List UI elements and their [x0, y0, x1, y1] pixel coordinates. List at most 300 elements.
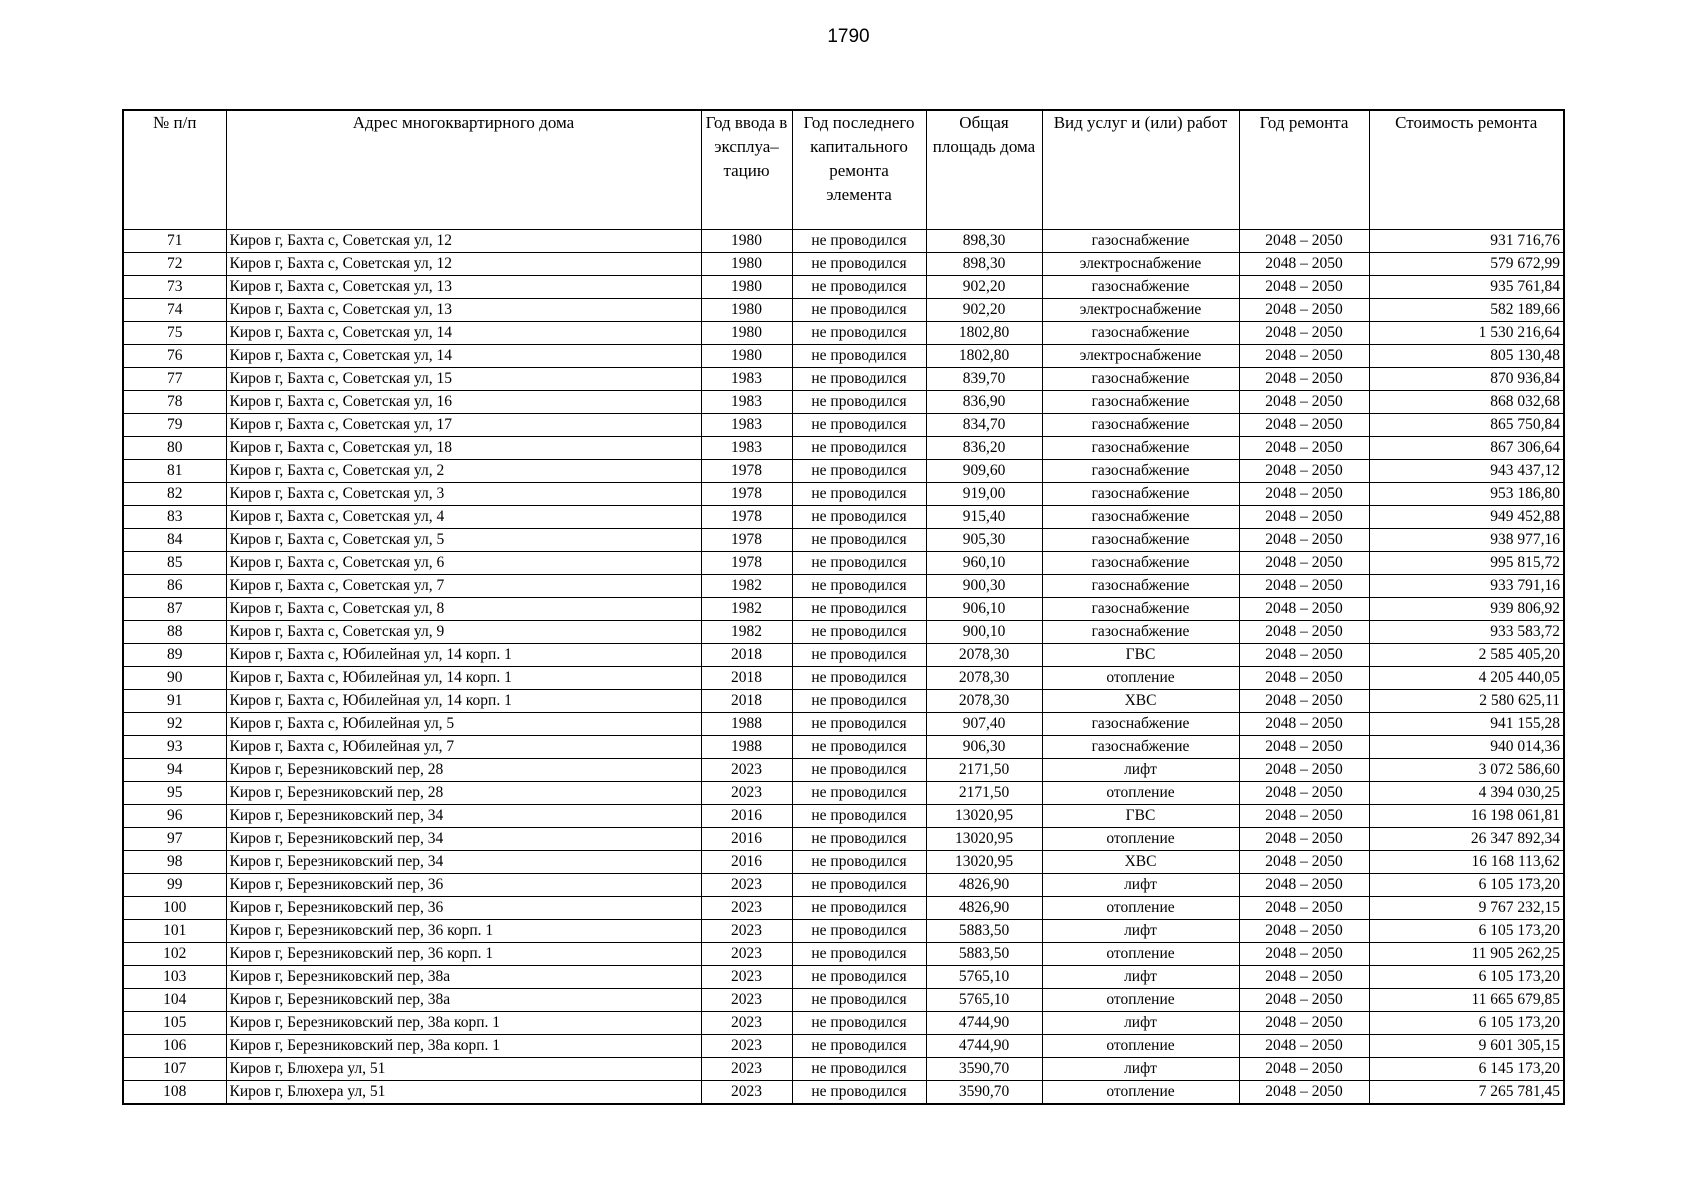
row-work-type: газоснабжение	[1042, 505, 1239, 528]
row-last-repair: не проводился	[792, 528, 926, 551]
row-number: 107	[123, 1057, 226, 1080]
row-repair-period: 2048 – 2050	[1239, 689, 1369, 712]
row-address: Киров г, Березниковский пер, 34	[226, 804, 701, 827]
row-number: 76	[123, 344, 226, 367]
row-cost: 16 168 113,62	[1369, 850, 1564, 873]
row-year-built: 1982	[701, 574, 792, 597]
table-row	[123, 1080, 1564, 1104]
row-repair-period: 2048 – 2050	[1239, 850, 1369, 873]
row-repair-period: 2048 – 2050	[1239, 574, 1369, 597]
header-cost: Стоимость ремонта	[1369, 110, 1564, 229]
row-address: Киров г, Бахта с, Советская ул, 12	[226, 252, 701, 275]
row-area: 1802,80	[926, 344, 1042, 367]
row-repair-period: 2048 – 2050	[1239, 988, 1369, 1011]
row-work-type: газоснабжение	[1042, 436, 1239, 459]
row-number: 92	[123, 712, 226, 735]
table-row	[123, 482, 1564, 505]
row-number: 95	[123, 781, 226, 804]
row-number: 104	[123, 988, 226, 1011]
row-repair-period: 2048 – 2050	[1239, 965, 1369, 988]
table-row	[123, 873, 1564, 896]
row-work-type: ГВС	[1042, 643, 1239, 666]
row-last-repair: не проводился	[792, 252, 926, 275]
row-address: Киров г, Бахта с, Советская ул, 5	[226, 528, 701, 551]
row-year-built: 1978	[701, 505, 792, 528]
row-year-built: 1983	[701, 390, 792, 413]
row-cost: 6 145 173,20	[1369, 1057, 1564, 1080]
row-last-repair: не проводился	[792, 965, 926, 988]
row-cost: 6 105 173,20	[1369, 919, 1564, 942]
row-repair-period: 2048 – 2050	[1239, 758, 1369, 781]
row-number: 78	[123, 390, 226, 413]
row-last-repair: не проводился	[792, 735, 926, 758]
table-row	[123, 298, 1564, 321]
table-row	[123, 712, 1564, 735]
row-number: 71	[123, 229, 226, 252]
row-repair-period: 2048 – 2050	[1239, 919, 1369, 942]
row-address: Киров г, Березниковский пер, 34	[226, 850, 701, 873]
table-row	[123, 436, 1564, 459]
row-year-built: 2016	[701, 804, 792, 827]
row-work-type: газоснабжение	[1042, 620, 1239, 643]
row-work-type: газоснабжение	[1042, 321, 1239, 344]
row-area: 919,00	[926, 482, 1042, 505]
row-cost: 4 205 440,05	[1369, 666, 1564, 689]
row-last-repair: не проводился	[792, 229, 926, 252]
row-year-built: 2023	[701, 919, 792, 942]
row-repair-period: 2048 – 2050	[1239, 229, 1369, 252]
row-area: 4826,90	[926, 873, 1042, 896]
row-year-built: 2018	[701, 689, 792, 712]
table-row	[123, 367, 1564, 390]
row-address: Киров г, Березниковский пер, 34	[226, 827, 701, 850]
row-last-repair: не проводился	[792, 459, 926, 482]
row-year-built: 1978	[701, 528, 792, 551]
table-row	[123, 689, 1564, 712]
repair-register-table	[122, 109, 1565, 1105]
row-last-repair: не проводился	[792, 1034, 926, 1057]
row-cost: 931 716,76	[1369, 229, 1564, 252]
row-cost: 2 585 405,20	[1369, 643, 1564, 666]
row-area: 3590,70	[926, 1057, 1042, 1080]
row-number: 74	[123, 298, 226, 321]
row-cost: 941 155,28	[1369, 712, 1564, 735]
row-last-repair: не проводился	[792, 413, 926, 436]
row-last-repair: не проводился	[792, 689, 926, 712]
row-number: 88	[123, 620, 226, 643]
row-last-repair: не проводился	[792, 758, 926, 781]
row-area: 902,20	[926, 275, 1042, 298]
row-address: Киров г, Бахта с, Советская ул, 8	[226, 597, 701, 620]
row-work-type: лифт	[1042, 758, 1239, 781]
row-repair-period: 2048 – 2050	[1239, 252, 1369, 275]
row-area: 839,70	[926, 367, 1042, 390]
row-area: 960,10	[926, 551, 1042, 574]
row-number: 105	[123, 1011, 226, 1034]
row-last-repair: не проводился	[792, 804, 926, 827]
row-year-built: 1980	[701, 252, 792, 275]
row-last-repair: не проводился	[792, 1080, 926, 1104]
row-number: 106	[123, 1034, 226, 1057]
row-last-repair: не проводился	[792, 551, 926, 574]
row-year-built: 2023	[701, 942, 792, 965]
row-year-built: 2016	[701, 850, 792, 873]
row-last-repair: не проводился	[792, 781, 926, 804]
row-area: 13020,95	[926, 827, 1042, 850]
row-number: 79	[123, 413, 226, 436]
row-area: 13020,95	[926, 804, 1042, 827]
row-cost: 4 394 030,25	[1369, 781, 1564, 804]
row-work-type: газоснабжение	[1042, 459, 1239, 482]
row-work-type: газоснабжение	[1042, 551, 1239, 574]
table-row	[123, 1057, 1564, 1080]
row-repair-period: 2048 – 2050	[1239, 321, 1369, 344]
row-number: 81	[123, 459, 226, 482]
row-work-type: ХВС	[1042, 850, 1239, 873]
row-address: Киров г, Бахта с, Советская ул, 4	[226, 505, 701, 528]
row-cost: 9 767 232,15	[1369, 896, 1564, 919]
row-cost: 6 105 173,20	[1369, 965, 1564, 988]
row-work-type: газоснабжение	[1042, 275, 1239, 298]
row-year-built: 1980	[701, 344, 792, 367]
row-year-built: 2023	[701, 965, 792, 988]
table-row	[123, 1034, 1564, 1057]
row-work-type: отопление	[1042, 666, 1239, 689]
table-row	[123, 413, 1564, 436]
row-work-type: электроснабжение	[1042, 298, 1239, 321]
row-year-built: 2023	[701, 1057, 792, 1080]
table-row	[123, 919, 1564, 942]
header-num: № п/п	[123, 110, 226, 229]
row-area: 5765,10	[926, 988, 1042, 1011]
row-address: Киров г, Бахта с, Советская ул, 6	[226, 551, 701, 574]
row-year-built: 2023	[701, 873, 792, 896]
row-year-built: 2016	[701, 827, 792, 850]
row-year-built: 1982	[701, 597, 792, 620]
table-row	[123, 896, 1564, 919]
row-cost: 939 806,92	[1369, 597, 1564, 620]
row-last-repair: не проводился	[792, 1057, 926, 1080]
row-number: 98	[123, 850, 226, 873]
row-cost: 11 905 262,25	[1369, 942, 1564, 965]
row-year-built: 2023	[701, 1080, 792, 1104]
row-area: 4744,90	[926, 1034, 1042, 1057]
row-year-built: 2023	[701, 781, 792, 804]
table-row	[123, 344, 1564, 367]
header-work: Вид услуг и (или) работ	[1042, 110, 1239, 229]
row-area: 915,40	[926, 505, 1042, 528]
row-cost: 940 014,36	[1369, 735, 1564, 758]
table-row	[123, 597, 1564, 620]
row-year-built: 2023	[701, 896, 792, 919]
row-cost: 9 601 305,15	[1369, 1034, 1564, 1057]
row-last-repair: не проводился	[792, 873, 926, 896]
row-work-type: газоснабжение	[1042, 229, 1239, 252]
row-area: 836,90	[926, 390, 1042, 413]
row-address: Киров г, Бахта с, Юбилейная ул, 14 корп. 1	[226, 689, 701, 712]
row-area: 898,30	[926, 229, 1042, 252]
row-repair-period: 2048 – 2050	[1239, 781, 1369, 804]
row-address: Киров г, Бахта с, Советская ул, 9	[226, 620, 701, 643]
row-area: 900,10	[926, 620, 1042, 643]
row-number: 85	[123, 551, 226, 574]
header-row	[123, 110, 1564, 229]
row-area: 900,30	[926, 574, 1042, 597]
row-area: 836,20	[926, 436, 1042, 459]
row-last-repair: не проводился	[792, 643, 926, 666]
row-address: Киров г, Березниковский пер, 28	[226, 758, 701, 781]
table-row	[123, 505, 1564, 528]
table-row	[123, 758, 1564, 781]
row-year-built: 1980	[701, 321, 792, 344]
row-number: 101	[123, 919, 226, 942]
row-work-type: газоснабжение	[1042, 390, 1239, 413]
row-work-type: отопление	[1042, 896, 1239, 919]
row-address: Киров г, Березниковский пер, 36	[226, 873, 701, 896]
table-row	[123, 643, 1564, 666]
row-area: 3590,70	[926, 1080, 1042, 1104]
table-row	[123, 666, 1564, 689]
row-address: Киров г, Березниковский пер, 38а	[226, 988, 701, 1011]
row-address: Киров г, Березниковский пер, 38а корп. 1	[226, 1011, 701, 1034]
row-number: 77	[123, 367, 226, 390]
row-work-type: лифт	[1042, 873, 1239, 896]
row-address: Киров г, Березниковский пер, 28	[226, 781, 701, 804]
header-address: Адрес многоквартирного дома	[226, 110, 701, 229]
table-row	[123, 620, 1564, 643]
row-work-type: электроснабжение	[1042, 252, 1239, 275]
row-last-repair: не проводился	[792, 482, 926, 505]
row-last-repair: не проводился	[792, 919, 926, 942]
row-year-built: 2018	[701, 643, 792, 666]
row-year-built: 2023	[701, 758, 792, 781]
row-cost: 933 583,72	[1369, 620, 1564, 643]
row-address: Киров г, Бахта с, Юбилейная ул, 7	[226, 735, 701, 758]
row-repair-period: 2048 – 2050	[1239, 390, 1369, 413]
row-number: 103	[123, 965, 226, 988]
row-cost: 582 189,66	[1369, 298, 1564, 321]
row-number: 86	[123, 574, 226, 597]
row-number: 73	[123, 275, 226, 298]
row-work-type: отопление	[1042, 781, 1239, 804]
row-number: 89	[123, 643, 226, 666]
row-cost: 870 936,84	[1369, 367, 1564, 390]
table-row	[123, 988, 1564, 1011]
row-cost: 943 437,12	[1369, 459, 1564, 482]
row-last-repair: не проводился	[792, 988, 926, 1011]
row-repair-period: 2048 – 2050	[1239, 298, 1369, 321]
row-last-repair: не проводился	[792, 574, 926, 597]
row-address: Киров г, Березниковский пер, 38а корп. 1	[226, 1034, 701, 1057]
table-row	[123, 252, 1564, 275]
table-row	[123, 850, 1564, 873]
row-repair-period: 2048 – 2050	[1239, 344, 1369, 367]
table-header	[123, 110, 1564, 229]
row-address: Киров г, Бахта с, Советская ул, 15	[226, 367, 701, 390]
row-number: 97	[123, 827, 226, 850]
row-repair-period: 2048 – 2050	[1239, 1080, 1369, 1104]
row-cost: 865 750,84	[1369, 413, 1564, 436]
row-work-type: лифт	[1042, 919, 1239, 942]
row-work-type: отопление	[1042, 988, 1239, 1011]
row-last-repair: не проводился	[792, 344, 926, 367]
row-last-repair: не проводился	[792, 942, 926, 965]
row-work-type: газоснабжение	[1042, 367, 1239, 390]
row-area: 905,30	[926, 528, 1042, 551]
row-number: 80	[123, 436, 226, 459]
row-repair-period: 2048 – 2050	[1239, 597, 1369, 620]
table-row	[123, 942, 1564, 965]
row-work-type: газоснабжение	[1042, 528, 1239, 551]
row-address: Киров г, Березниковский пер, 36	[226, 896, 701, 919]
row-cost: 867 306,64	[1369, 436, 1564, 459]
row-number: 72	[123, 252, 226, 275]
row-last-repair: не проводился	[792, 275, 926, 298]
row-number: 99	[123, 873, 226, 896]
row-address: Киров г, Бахта с, Советская ул, 7	[226, 574, 701, 597]
row-work-type: газоснабжение	[1042, 482, 1239, 505]
row-year-built: 1980	[701, 229, 792, 252]
row-work-type: лифт	[1042, 1057, 1239, 1080]
row-cost: 16 198 061,81	[1369, 804, 1564, 827]
table-row	[123, 1011, 1564, 1034]
row-last-repair: не проводился	[792, 1011, 926, 1034]
row-year-built: 1983	[701, 367, 792, 390]
row-repair-period: 2048 – 2050	[1239, 505, 1369, 528]
row-address: Киров г, Бахта с, Юбилейная ул, 14 корп. 1	[226, 643, 701, 666]
row-cost: 933 791,16	[1369, 574, 1564, 597]
row-address: Киров г, Бахта с, Советская ул, 18	[226, 436, 701, 459]
row-repair-period: 2048 – 2050	[1239, 896, 1369, 919]
row-repair-period: 2048 – 2050	[1239, 873, 1369, 896]
row-area: 2078,30	[926, 643, 1042, 666]
row-cost: 935 761,84	[1369, 275, 1564, 298]
row-area: 4826,90	[926, 896, 1042, 919]
row-last-repair: не проводился	[792, 666, 926, 689]
row-work-type: газоснабжение	[1042, 574, 1239, 597]
row-area: 2171,50	[926, 758, 1042, 781]
row-address: Киров г, Березниковский пер, 36 корп. 1	[226, 942, 701, 965]
table-row	[123, 459, 1564, 482]
row-work-type: отопление	[1042, 1034, 1239, 1057]
row-address: Киров г, Бахта с, Советская ул, 14	[226, 321, 701, 344]
row-area: 909,60	[926, 459, 1042, 482]
row-repair-period: 2048 – 2050	[1239, 1057, 1369, 1080]
row-repair-period: 2048 – 2050	[1239, 1034, 1369, 1057]
row-cost: 3 072 586,60	[1369, 758, 1564, 781]
row-last-repair: не проводился	[792, 298, 926, 321]
row-address: Киров г, Бахта с, Советская ул, 2	[226, 459, 701, 482]
header-year-built: Год ввода в эксплуа–тацию	[701, 110, 792, 229]
row-area: 13020,95	[926, 850, 1042, 873]
row-address: Киров г, Березниковский пер, 36 корп. 1	[226, 919, 701, 942]
row-year-built: 1978	[701, 482, 792, 505]
row-cost: 949 452,88	[1369, 505, 1564, 528]
row-area: 5883,50	[926, 942, 1042, 965]
row-area: 898,30	[926, 252, 1042, 275]
row-area: 2078,30	[926, 689, 1042, 712]
row-year-built: 1980	[701, 275, 792, 298]
row-repair-period: 2048 – 2050	[1239, 942, 1369, 965]
row-year-built: 1983	[701, 413, 792, 436]
row-work-type: отопление	[1042, 827, 1239, 850]
row-repair-period: 2048 – 2050	[1239, 620, 1369, 643]
row-last-repair: не проводился	[792, 390, 926, 413]
row-year-built: 2023	[701, 1034, 792, 1057]
row-number: 91	[123, 689, 226, 712]
row-repair-period: 2048 – 2050	[1239, 459, 1369, 482]
row-address: Киров г, Бахта с, Советская ул, 13	[226, 275, 701, 298]
row-address: Киров г, Бахта с, Советская ул, 13	[226, 298, 701, 321]
table-row	[123, 827, 1564, 850]
table-row	[123, 229, 1564, 252]
row-work-type: ХВС	[1042, 689, 1239, 712]
row-cost: 11 665 679,85	[1369, 988, 1564, 1011]
row-repair-period: 2048 – 2050	[1239, 551, 1369, 574]
row-repair-period: 2048 – 2050	[1239, 712, 1369, 735]
table-row	[123, 390, 1564, 413]
row-area: 906,10	[926, 597, 1042, 620]
row-year-built: 1978	[701, 459, 792, 482]
row-area: 5883,50	[926, 919, 1042, 942]
row-address: Киров г, Березниковский пер, 38а	[226, 965, 701, 988]
row-repair-period: 2048 – 2050	[1239, 666, 1369, 689]
table-row	[123, 551, 1564, 574]
row-last-repair: не проводился	[792, 850, 926, 873]
row-cost: 579 672,99	[1369, 252, 1564, 275]
row-work-type: электроснабжение	[1042, 344, 1239, 367]
row-cost: 953 186,80	[1369, 482, 1564, 505]
row-year-built: 1978	[701, 551, 792, 574]
row-year-built: 1988	[701, 735, 792, 758]
row-year-built: 1980	[701, 298, 792, 321]
row-work-type: ГВС	[1042, 804, 1239, 827]
row-area: 902,20	[926, 298, 1042, 321]
row-area: 906,30	[926, 735, 1042, 758]
row-address: Киров г, Бахта с, Советская ул, 17	[226, 413, 701, 436]
table-body	[123, 229, 1564, 1104]
row-number: 84	[123, 528, 226, 551]
row-work-type: лифт	[1042, 965, 1239, 988]
row-address: Киров г, Бахта с, Юбилейная ул, 5	[226, 712, 701, 735]
table-row	[123, 574, 1564, 597]
row-work-type: газоснабжение	[1042, 735, 1239, 758]
row-number: 100	[123, 896, 226, 919]
row-repair-period: 2048 – 2050	[1239, 1011, 1369, 1034]
row-area: 5765,10	[926, 965, 1042, 988]
row-last-repair: не проводился	[792, 436, 926, 459]
row-number: 93	[123, 735, 226, 758]
row-cost: 26 347 892,34	[1369, 827, 1564, 850]
row-cost: 805 130,48	[1369, 344, 1564, 367]
row-year-built: 2023	[701, 1011, 792, 1034]
row-repair-period: 2048 – 2050	[1239, 804, 1369, 827]
row-address: Киров г, Бахта с, Советская ул, 14	[226, 344, 701, 367]
row-year-built: 1982	[701, 620, 792, 643]
row-cost: 995 815,72	[1369, 551, 1564, 574]
table-row	[123, 804, 1564, 827]
row-year-built: 1988	[701, 712, 792, 735]
row-last-repair: не проводился	[792, 896, 926, 919]
row-address: Киров г, Блюхера ул, 51	[226, 1057, 701, 1080]
header-period: Год ремонта	[1239, 110, 1369, 229]
row-repair-period: 2048 – 2050	[1239, 436, 1369, 459]
row-work-type: газоснабжение	[1042, 413, 1239, 436]
row-number: 75	[123, 321, 226, 344]
row-cost: 6 105 173,20	[1369, 1011, 1564, 1034]
row-last-repair: не проводился	[792, 367, 926, 390]
row-repair-period: 2048 – 2050	[1239, 735, 1369, 758]
